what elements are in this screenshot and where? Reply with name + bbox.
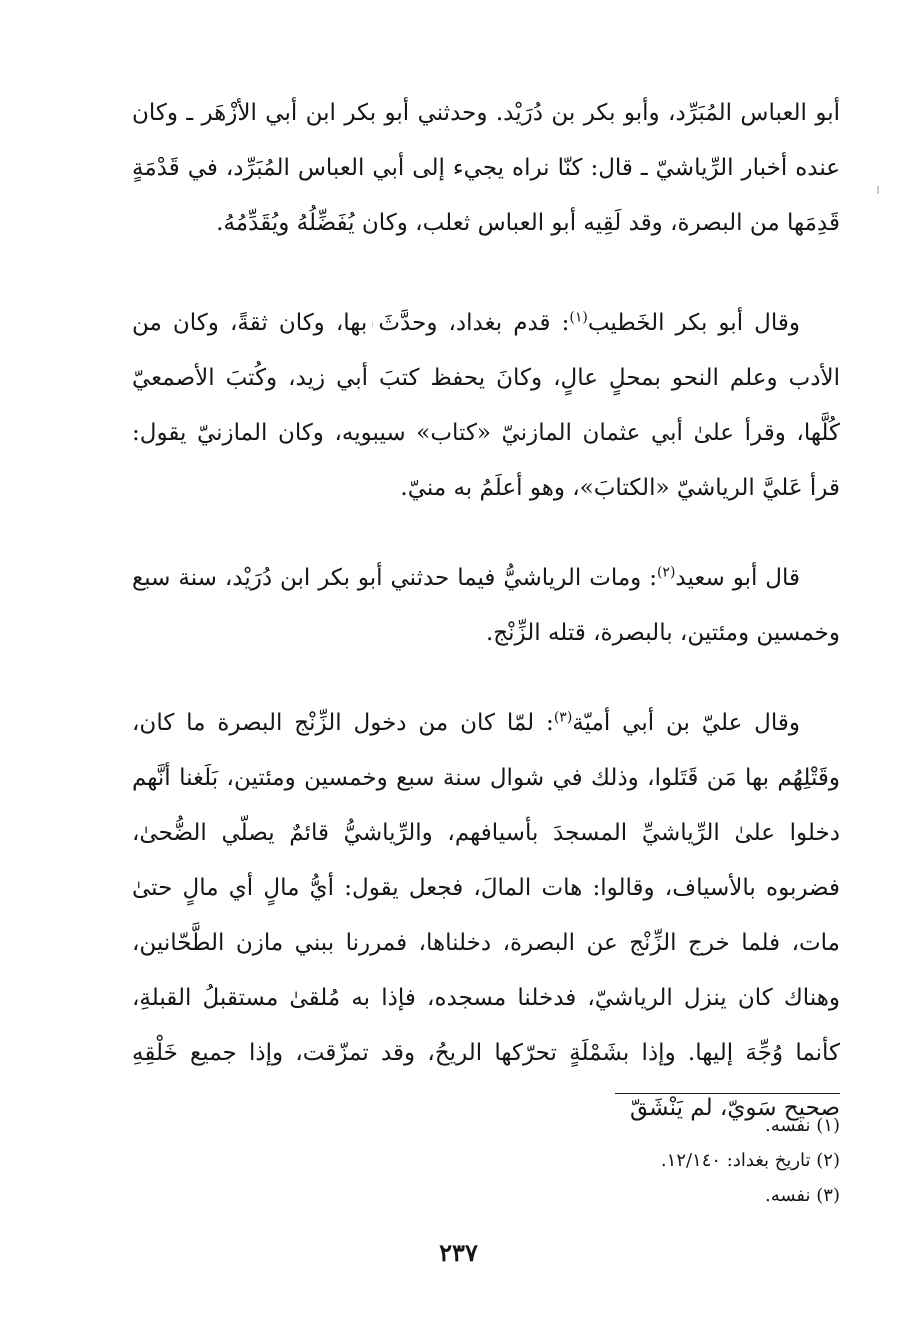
footnote-2: (٢) تاريخ بغداد: ١٢/١٤٠. — [660, 1150, 840, 1171]
paragraph-gap — [132, 516, 840, 551]
footnote-separator — [615, 1093, 840, 1094]
paragraph-3-text: : ومات الرياشيُّ فيما حدثني أبو بكر ابن دُرَيْد، سنة سبع وخمسين ومئتين، بالبصرة، قتله الزِّنْج. — [132, 565, 840, 646]
paragraph-gap — [132, 251, 840, 296]
paragraph-2 — [132, 296, 840, 516]
paragraph-1: أبو العباس المُبَرِّد، وأبو بكر بن دُرَيْد. وحدثني أبو بكر ابن أبي الأزْهَر ـ وكان عنده أخبار الرِّياشيّ ـ قال: كنّا نراه يجيء إلى أبي العباس المُبَرِّد، في قَدْمَةٍ قَدِمَها من البصرة، وقد لَقِيه أبو العباس ثعلب، وكان يُفَضِّلُهُ ويُقَدِّمُهُ. — [132, 100, 840, 236]
footnote-ref-2: (٢) — [656, 564, 676, 581]
paragraph-4-text: : لمّا كان من دخول الزِّنْج البصرة ما كان، وقَتْلِهُم بها مَن قَتَلوا، وذلك في شوال سنة سبع وخمسين ومئتين، بَلَغنا أنَّهم دخلوا علىٰ الرِّياشيِّ المسجدَ بأسيافهم، والرِّياشيُّ قائمٌ يصلّي الضُّحىٰ، فضربوه بالأسياف، وقالوا: هات المالَ، فجعل يقول: أيُّ مالٍ أي مالٍ حتىٰ مات، فلما خرج الزِّنْج عن البصرة، دخلناها، فمررنا ببني مازن الطَّحّانين، وهناك كان ينزل الرياشيّ، فدخلنا مسجده، فإذا به مُلقىٰ مستقبلُ القبلةِ، كأنما وُجِّهَ إليها. وإذا بشَمْلَةٍ تحرّكها الريحُ، وقد تمزّقت، وإذا جميع خَلْقِهِ صحيح سَويّ، لم يَنْشَقّ — [132, 710, 840, 1121]
main-text — [132, 86, 840, 1136]
footnote-3: (٣) نفسه. — [765, 1185, 840, 1206]
paragraph-4 — [132, 696, 840, 1136]
footnote-1: (١) نفسه. — [765, 1115, 840, 1136]
scan-speck — [877, 186, 879, 194]
paragraph-gap — [132, 661, 840, 696]
paragraph-3 — [132, 551, 840, 661]
paragraph-2-text: : قدم بغداد، وحدَّثَ بها، وكان ثقةً، وكان من الأدب وعلم النحو بمحلٍ عالٍ، وكانَ يحفظ كتبَ أبي زيد، وكُتبَ الأصمعيّ كُلَّها، وقرأ علىٰ أبي عثمان المازنيّ «كتاب» سيبويه، وكان المازنيّ يقول: قرأ عَليَّ الرياشيّ «الكتابَ»، وهو أعلَمُ به منيّ. — [132, 310, 840, 501]
paragraph-4-lead: وقال عليّ بن أبي أميّة — [572, 710, 800, 736]
page-number: ٢٣٧ — [439, 1238, 478, 1267]
paragraph-2-lead: وقال أبو بكر الخَطيب — [587, 310, 800, 336]
footnotes — [400, 1108, 840, 1213]
paragraph-3-lead: قال أبو سعيد — [675, 565, 801, 591]
footnote-ref-1: (١) — [569, 309, 588, 326]
footnote-ref-3: (٣) — [553, 709, 573, 726]
